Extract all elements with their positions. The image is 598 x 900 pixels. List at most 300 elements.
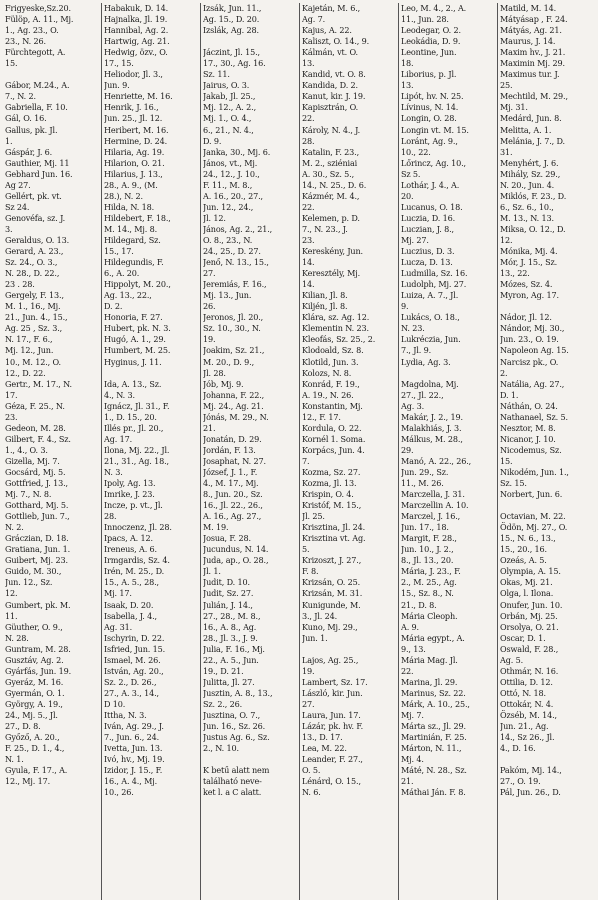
index-entry-line: Luczian, J. 8., bbox=[401, 223, 454, 234]
index-entry-line: 17., 15. bbox=[104, 58, 134, 69]
index-entry-line: Guntram, M. 28. bbox=[5, 643, 71, 654]
index-entry-line: Olympia, A. 15. bbox=[500, 566, 561, 577]
index-entry-line: 1., Ag. 23., O. bbox=[5, 25, 59, 36]
index-entry-line: Géza, F. 25., N. bbox=[5, 400, 65, 411]
index-entry-line: Lázár, pk. hv. F. bbox=[302, 721, 363, 732]
index-entry-line: Mária egypt., A. bbox=[401, 632, 465, 643]
index-entry-line: Keresztély, Mj. bbox=[302, 268, 361, 279]
index-entry-line: Málkus, M. 28., bbox=[401, 433, 463, 444]
index-entry-line: Irmgardis, Sz. 4. bbox=[104, 555, 170, 566]
index-entry-line: 27., D. 8. bbox=[5, 721, 41, 732]
index-entry-line: Henriette, M. 16. bbox=[104, 91, 173, 102]
index-entry-line: 16., A. 4., Mj. bbox=[104, 776, 157, 787]
index-entry-line: Mátyás, Ag. 21. bbox=[500, 25, 562, 36]
index-entry-line: Fürchtegott, A. bbox=[5, 47, 66, 58]
index-entry-line: Ivetta, Jun. 13. bbox=[104, 743, 163, 754]
index-entry-line: Gál, O. 16. bbox=[5, 113, 47, 124]
index-entry-line: Ag 27. bbox=[5, 179, 31, 190]
index-entry-line: Gyermán, O. 1. bbox=[5, 687, 65, 698]
index-entry-line: Jairus, O. 3. bbox=[203, 80, 250, 91]
index-entry-line: Jónás, M. 29., N. bbox=[203, 411, 269, 422]
index-entry-line: Jusztina, O. 7., bbox=[203, 710, 261, 720]
index-entry-line: 25. bbox=[500, 80, 513, 91]
index-entry-line: 17. bbox=[5, 389, 18, 400]
index-entry-line: Gottfried, J. 13., bbox=[5, 478, 68, 489]
index-entry-line: D. 9. bbox=[203, 135, 222, 146]
index-entry-line: Leodegar, O. 2. bbox=[401, 25, 461, 36]
index-entry-line: Mj. 1., O. 4., bbox=[203, 113, 252, 124]
index-entry-line: Kozma, Sz. 27. bbox=[302, 466, 361, 477]
index-entry-line: Kelemen, p. D. bbox=[302, 212, 360, 223]
index-entry-line: Gizella, Mj. 7. bbox=[5, 455, 60, 466]
index-entry-line: Isabella, J. 4., bbox=[104, 610, 157, 621]
index-entry-line: Krizoszt, J. 27., bbox=[302, 555, 362, 566]
index-entry-line: 28. bbox=[104, 511, 117, 522]
index-entry-line: Gertr., M. 17., N. bbox=[5, 378, 72, 389]
index-entry-line: 2. bbox=[500, 367, 508, 378]
index-entry-line: 5. bbox=[302, 544, 310, 555]
index-entry-line: Longin vt. M. 15. bbox=[401, 124, 469, 135]
index-entry-line: Hilda, N. 18. bbox=[104, 201, 155, 212]
index-entry-line: 6., Sz. 6., 10., bbox=[500, 201, 554, 212]
index-entry-line: Konstantin, Mj. bbox=[302, 400, 363, 411]
index-entry-line: Jeronos, Jl. 20., bbox=[203, 312, 264, 323]
index-entry-line: Jun. 12., 24., bbox=[203, 201, 254, 212]
index-entry-line: M. 1., 16., Mj. bbox=[5, 301, 61, 312]
index-entry-line: Kapisztrán, O. bbox=[302, 102, 358, 113]
index-entry-line: Orbán, Mj. 25. bbox=[500, 610, 558, 621]
index-entry-line: 15., 17. bbox=[104, 246, 134, 257]
index-entry-line: István, Ag. 20., bbox=[104, 665, 164, 676]
index-entry-line: Lucza, D. 13. bbox=[401, 257, 453, 268]
index-entry-line: 17., 30., Ag. 16. bbox=[203, 58, 266, 69]
index-entry-line: 27., O. 19. bbox=[500, 776, 541, 787]
index-entry-line: Mj. 27. bbox=[401, 234, 429, 245]
index-entry-line: F. 25., D. 1., 4., bbox=[5, 743, 65, 754]
index-entry-line: D. 2. bbox=[104, 301, 123, 312]
index-entry-line: Sz. 11. bbox=[203, 69, 230, 80]
index-entry-line: Napoleon Ag. 15. bbox=[500, 345, 569, 356]
index-entry-line: Kuno, Mj. 29., bbox=[302, 621, 358, 632]
index-entry-line: Kristóf, M. 15., bbox=[302, 500, 362, 511]
index-entry-line: 8., Jun. 20., Sz. bbox=[203, 489, 263, 500]
index-entry-line: Ischyrin, D. 22. bbox=[104, 632, 165, 643]
index-entry-line: Ittha, N. 3. bbox=[104, 710, 147, 720]
index-entry-line: Ag. 31. bbox=[104, 621, 132, 632]
index-entry-line: Klára, sz. Ag. 12. bbox=[302, 312, 370, 323]
index-entry-line: Ottokár, N. 4. bbox=[500, 698, 554, 709]
index-entry-line: Hedwig, özv., O. bbox=[104, 47, 168, 58]
index-entry-line: János, Ag. 2., 21., bbox=[203, 223, 273, 234]
index-entry-line: Jucundus, N. 14. bbox=[203, 544, 269, 555]
index-entry-line: Kunigunde, M. bbox=[302, 599, 361, 610]
index-entry-line: Josua, F. 28. bbox=[203, 533, 251, 544]
index-entry-line: Sz. 15. bbox=[500, 478, 527, 489]
index-entry-line: Kozma, Jl. 13. bbox=[302, 478, 357, 489]
index-entry-line: 3. bbox=[5, 223, 13, 234]
index-entry-line: Maxim hv., J. 21. bbox=[500, 47, 566, 58]
index-entry-line: 12., D. 22. bbox=[5, 367, 46, 378]
index-column bbox=[399, 3, 498, 900]
index-entry-line: Othmár, N. 16. bbox=[500, 665, 559, 676]
index-entry-line: Korpács, Jun. 4. bbox=[302, 444, 365, 455]
index-entry-line: Gallus, pk. Jl. bbox=[5, 124, 58, 135]
index-entry-line bbox=[500, 301, 596, 312]
index-entry-line: Jun. 12., Sz. bbox=[5, 577, 53, 588]
index-entry-line: Luczia, D. 16. bbox=[401, 212, 456, 223]
index-entry-line: Hugó, A. 1., 29. bbox=[104, 334, 166, 345]
index-entry-line: Guibert, Mj. 23. bbox=[5, 555, 68, 566]
index-entry-line: Justus Ag. 6., Sz. bbox=[203, 732, 270, 743]
index-entry-line: Lucanus, O. 18. bbox=[401, 201, 463, 212]
index-entry-line: 7., N. 23., J. bbox=[302, 223, 348, 234]
index-entry-line: Jun. 16., Sz. 26. bbox=[203, 721, 266, 732]
index-entry-line: 1. bbox=[5, 135, 13, 146]
index-entry-line: Ödön, Mj. 27., O. bbox=[500, 522, 568, 533]
index-entry-line: Ludolph, Mj. 27. bbox=[401, 279, 467, 290]
index-entry-line: Gabriella, F. 10. bbox=[5, 102, 68, 113]
index-entry-line: Maximus tur. J. bbox=[500, 69, 560, 80]
index-column bbox=[300, 3, 399, 900]
index-entry-line: Laura, Jun. 17. bbox=[302, 710, 361, 720]
index-entry-line: ket l. a C alatt. bbox=[203, 787, 262, 798]
index-entry-line: 10., 26. bbox=[104, 787, 134, 798]
index-entry-line: Krisztina, Jl. 24. bbox=[302, 522, 366, 533]
index-entry-line: Pakóm, Mj. 14., bbox=[500, 765, 562, 776]
index-entry-line: Kleofás, Sz. 25., 2. bbox=[302, 334, 376, 345]
index-entry-line: Ag. 5. bbox=[500, 654, 523, 665]
index-entry-line: 9. bbox=[401, 301, 409, 312]
index-entry-line: Luczius, D. 3. bbox=[401, 246, 455, 257]
index-entry-line: 3., Jl. 24. bbox=[302, 610, 338, 621]
index-entry-line: Ipacs, A. 12. bbox=[104, 533, 153, 544]
index-entry-line: A. 16., Ag. 27., bbox=[203, 511, 262, 522]
index-entry-line: Hartwig, Ag. 21. bbox=[104, 36, 170, 47]
index-entry-line: Hajnalka, Jl. 19. bbox=[104, 14, 168, 25]
index-entry-line: Jun. 17., 18. bbox=[401, 522, 449, 533]
index-entry-line: Magdolna, Mj. bbox=[401, 378, 459, 389]
index-entry-line: Mj. 17. bbox=[104, 588, 132, 599]
index-entry-line: Kálmán, vt. O. bbox=[302, 47, 358, 58]
index-entry-line: Mechtild, M. 29., bbox=[500, 91, 568, 102]
index-entry-line: Klodoald, Sz. 8. bbox=[302, 345, 364, 356]
index-entry-line: 21. bbox=[203, 422, 216, 433]
index-entry-line: 24., 12., J. 10., bbox=[203, 168, 260, 179]
index-entry-line: Habakuk, D. 14. bbox=[104, 3, 169, 13]
index-entry-line: Leokádia, D. 9. bbox=[401, 36, 461, 47]
index-entry-line: János, vt., Mj. bbox=[203, 157, 258, 168]
index-entry-line: 22. bbox=[302, 113, 315, 124]
index-entry-line: József, J. 1., F. bbox=[203, 466, 258, 477]
index-entry-line bbox=[500, 500, 596, 511]
index-entry-line: Kandid, vt. O. 8. bbox=[302, 69, 366, 80]
index-entry-line: Kaliszt, O. 14., 9. bbox=[302, 36, 370, 47]
index-entry-line: Gráczian, D. 18. bbox=[5, 533, 69, 544]
index-entry-line: Maurus, J. 14. bbox=[500, 36, 556, 47]
index-entry-line: Marczella, J. 31. bbox=[401, 489, 465, 500]
index-entry-line: Gábor, M.24., A. bbox=[5, 80, 70, 91]
index-entry-line: Ag. 15., D. 20. bbox=[203, 14, 260, 25]
index-entry-line: Julitta, Jl. 27. bbox=[203, 676, 255, 687]
index-entry-line: 7., Jun. 6., 24. bbox=[104, 732, 160, 743]
index-entry-line: N. 23. bbox=[401, 323, 425, 334]
index-entry-line: Marinus, Sz. 22. bbox=[401, 687, 466, 698]
index-entry-line: 18. bbox=[401, 58, 414, 69]
index-entry-line: Hilaria, Ag. 19. bbox=[104, 146, 165, 157]
index-entry-line: Ipoly, Ag. 13. bbox=[104, 478, 156, 489]
index-entry-line: D. 1. bbox=[500, 389, 519, 400]
index-entry-line: 4., N. 3. bbox=[104, 389, 135, 400]
index-entry-line: Jun. 21., Ag. bbox=[500, 721, 549, 732]
index-entry-line: György, A. 19., bbox=[5, 698, 63, 709]
index-entry-line: 6., A. 20. bbox=[104, 268, 140, 279]
index-entry-line: Leander, F. 27., bbox=[302, 754, 363, 765]
index-entry-line: Margit, F. 28., bbox=[401, 533, 457, 544]
index-entry-line: 13., 22. bbox=[500, 268, 530, 279]
index-column bbox=[498, 3, 597, 900]
index-entry-line: N. 17., F. 6., bbox=[5, 334, 53, 345]
index-entry-line: Kiljén, Jl. 8. bbox=[302, 301, 348, 312]
index-entry-line: Martinián, F. 25. bbox=[401, 732, 467, 743]
index-entry-line: Miklós, F. 23., D. bbox=[500, 190, 567, 201]
index-entry-line bbox=[5, 69, 100, 80]
index-column bbox=[102, 3, 201, 900]
index-entry-line: Izidor, J. 15., F. bbox=[104, 765, 163, 776]
index-entry-line: 1., D. 15., 20. bbox=[104, 411, 157, 422]
index-entry-line: 2., N. 10. bbox=[203, 743, 239, 754]
index-entry-line: 14., Sz 26., Jl. bbox=[500, 732, 555, 743]
index-entry-line: F. 8. bbox=[302, 566, 319, 577]
index-entry-line: 28., Jl. 3., J. 9. bbox=[203, 632, 258, 643]
index-entry-line: Gebhard Jun. 16. bbox=[5, 168, 73, 179]
index-entry-line: Győző, A. 20., bbox=[5, 732, 60, 743]
index-entry-line: Gusztáv, Ag. 2. bbox=[5, 654, 64, 665]
index-entry-line: Máthai Ján. F. 8. bbox=[401, 787, 466, 798]
index-entry-line: Luiza, A. 7., Jl. bbox=[401, 290, 459, 301]
index-entry-line: Katalin, F. 23., bbox=[302, 146, 360, 157]
index-entry-line: Irén, M. 25., D. bbox=[104, 566, 165, 577]
index-entry-line: Ottó, N. 18. bbox=[500, 687, 546, 698]
index-entry-line: Heliodor, Jl. 3., bbox=[104, 69, 163, 80]
index-entry-line: Fülöp, A. 11., Mj. bbox=[5, 14, 74, 25]
index-entry-line: Ag. 25 , Sz. 3., bbox=[5, 323, 63, 334]
index-entry-line: Lothár, J. 4., A. bbox=[401, 179, 460, 190]
index-entry-line: Ludmilla, Sz. 16. bbox=[401, 268, 468, 279]
index-entry-line: Mj. 12., A. 2., bbox=[203, 102, 256, 113]
index-entry-line: D 10. bbox=[104, 698, 126, 709]
index-entry-line: Mj. 12., Jun. bbox=[5, 345, 54, 356]
index-entry-line: Liborius, p. Jl. bbox=[401, 69, 457, 80]
index-entry-line: 12., F. 17. bbox=[302, 411, 341, 422]
index-entry-line: A. 16., 20., 27., bbox=[203, 190, 263, 201]
index-entry-line: Özséb, M. 14., bbox=[500, 710, 557, 720]
index-entry-line: 15., Sz. 8., N. bbox=[401, 588, 454, 599]
index-entry-line: Gedeon, M. 28. bbox=[5, 422, 66, 433]
index-entry-line: Hildegundis, F. bbox=[104, 257, 164, 268]
index-entry-line: Mj. 13., Jun. bbox=[203, 290, 252, 301]
index-entry-line: Márta sz., Jl. 29. bbox=[401, 721, 466, 732]
index-entry-line: N. 3. bbox=[104, 466, 123, 477]
index-entry-line: Ag. 13., 22., bbox=[104, 290, 152, 301]
index-entry-line: Gergely, F. 13., bbox=[5, 290, 64, 301]
index-entry-line: Krisztina vt. Ag. bbox=[302, 533, 366, 544]
index-entry-line: 29. bbox=[401, 444, 414, 455]
index-entry-line: Loránt, Ag. 9., bbox=[401, 135, 458, 146]
index-entry-line: 31. bbox=[500, 146, 513, 157]
index-entry-line: Kanut, kir. J. 19. bbox=[302, 91, 366, 102]
index-entry-line: Hermine, D. 24. bbox=[104, 135, 168, 146]
index-entry-line: Lukács, O. 18., bbox=[401, 312, 460, 323]
index-entry-line: Pál, Jun. 26., D. bbox=[500, 787, 561, 798]
index-entry-line: Mj. 7. bbox=[401, 710, 424, 720]
index-entry-line: 13. bbox=[401, 80, 414, 91]
index-entry-line: Judit, D. 10. bbox=[203, 577, 250, 588]
index-entry-line: László, kir. Jun. bbox=[302, 687, 363, 698]
index-entry-line: 27., 28., M. 8., bbox=[203, 610, 261, 621]
index-entry-line: Mór, J. 15., Sz. bbox=[500, 257, 558, 268]
index-entry-line: Gyárfás, Jun. 19. bbox=[5, 665, 71, 676]
index-entry-line: Jakab, Jl. 25., bbox=[203, 91, 256, 102]
index-entry-line: Honoria, F. 27. bbox=[104, 312, 163, 323]
index-entry-line: Menyhért, J. 6. bbox=[500, 157, 559, 168]
index-entry-line: 7. bbox=[302, 455, 310, 466]
index-entry-line: Leo, M. 4., 2., A. bbox=[401, 3, 467, 13]
index-entry-line: Norbert, Jun. 6. bbox=[500, 489, 563, 500]
index-entry-line: 1., 4., O. 3. bbox=[5, 444, 48, 455]
index-entry-line: Melitta, A. 1. bbox=[500, 124, 552, 135]
index-entry-line: Makár, J. 2., 19. bbox=[401, 411, 463, 422]
index-entry-line: Henrik, J. 16., bbox=[104, 102, 159, 113]
index-entry-line: Melánia, J. 7., D. bbox=[500, 135, 565, 146]
index-entry-line: 7., N. 2. bbox=[5, 91, 36, 102]
index-entry-line: Jáczint, Jl. 15., bbox=[203, 47, 260, 58]
index-entry-line: Konrád, F. 19., bbox=[302, 378, 360, 389]
index-entry-line: Juda, ap., O. 28., bbox=[203, 555, 269, 566]
index-entry-line: Nesztor, M. 8. bbox=[500, 422, 556, 433]
index-entry-line: 21., D. 8. bbox=[401, 599, 437, 610]
index-entry-line: N. 2. bbox=[5, 522, 24, 533]
index-entry-line: 28.), N. 2. bbox=[104, 190, 143, 201]
index-entry-line: 28. bbox=[302, 135, 315, 146]
index-entry-line: Gerard, A. 23., bbox=[5, 246, 64, 257]
index-entry-line: K betű alatt nem bbox=[203, 765, 270, 776]
index-entry-line: 27., Jl. 22., bbox=[401, 389, 444, 400]
index-entry-line: 26. bbox=[203, 301, 216, 312]
index-entry-line: Jun. 25., Jl. 12. bbox=[104, 113, 163, 124]
index-entry-line: Illés pr., Jl. 20., bbox=[104, 422, 164, 433]
index-entry-line: Krizsán, M. 31. bbox=[302, 588, 363, 599]
index-entry-line bbox=[302, 644, 397, 655]
index-entry-line: Márk, A. 10., 25., bbox=[401, 698, 470, 709]
index-entry-line: Mária, J. 23., F. bbox=[401, 566, 461, 577]
index-entry-line: Maximin Mj. 29. bbox=[500, 58, 565, 69]
index-entry-line: N. 28. bbox=[5, 632, 29, 643]
index-entry-line: Johanna, F. 22., bbox=[203, 389, 265, 400]
index-entry-line: Gotthard, Mj. 5. bbox=[5, 500, 69, 511]
index-entry-line: Ozeás, A. 5. bbox=[500, 555, 547, 566]
index-entry-line: Lívinus, N. 14. bbox=[401, 102, 459, 113]
index-entry-line: Mihály, Sz. 29., bbox=[500, 168, 561, 179]
index-column bbox=[201, 3, 300, 900]
index-entry-line: Krizsán, O. 25. bbox=[302, 577, 361, 588]
index-entry-line: Hilarion, O. 21. bbox=[104, 157, 165, 168]
index-entry-line: Mónika, Mj. 4. bbox=[500, 246, 558, 257]
index-entry-line: Kolozs, N. 8. bbox=[302, 367, 352, 378]
index-entry-line: 15., N. 6., 13., bbox=[500, 533, 556, 544]
index-entry-line: Sz. 10., 30., N. bbox=[203, 323, 261, 334]
index-entry-line: Lea, M. 22. bbox=[302, 743, 347, 754]
index-entry-line: 21. bbox=[401, 776, 414, 787]
index-entry-line: Olga, l. Ilona. bbox=[500, 588, 554, 599]
index-entry-line: Jonatán, D. 29. bbox=[203, 433, 262, 444]
index-entry-line: 10., M. 12., O. bbox=[5, 356, 61, 367]
index-entry-line: 11., M. 26. bbox=[401, 478, 444, 489]
index-entry-line: 4., D. 16. bbox=[500, 743, 536, 754]
index-entry-line: Julián, J. 14., bbox=[203, 599, 253, 610]
index-entry-line: Gellért, pk. vt. bbox=[5, 190, 62, 201]
index-entry-line: Sz. 2., D. 26., bbox=[104, 676, 157, 687]
index-entry-line: 13. bbox=[302, 58, 315, 69]
index-entry-line: Márton, N. 11., bbox=[401, 743, 462, 754]
index-entry-line: Lukréczia, Jun. bbox=[401, 334, 461, 345]
index-entry-line: Manó, A. 22., 26., bbox=[401, 455, 472, 466]
index-entry-line: 11., Jun. 28. bbox=[401, 14, 449, 25]
index-entry-line: 16., A. 8., Ag. bbox=[203, 621, 257, 632]
index-entry-line: Geraldus, O. 13. bbox=[5, 234, 70, 245]
index-entry-line: 11. bbox=[5, 610, 18, 621]
index-entry-line: Kandida, D. 2. bbox=[302, 80, 358, 91]
index-entry-line: Okas, Mj. 21. bbox=[500, 577, 553, 588]
index-entry-line: Ireneus, A. 6. bbox=[104, 544, 157, 555]
index-entry-line: 15. bbox=[5, 58, 18, 69]
index-entry-line: 23. bbox=[5, 411, 18, 422]
index-entry-line: Onufer, Jun. 10. bbox=[500, 599, 563, 610]
index-entry-line: A. 19., N. 26. bbox=[302, 389, 354, 400]
index-entry-line: 19. bbox=[302, 665, 315, 676]
index-entry-line: Jun. 9. bbox=[104, 80, 130, 91]
index-entry-line: 15., A. 5., 28., bbox=[104, 577, 159, 588]
index-entry-line: Izslák, Ag. 28. bbox=[203, 25, 259, 36]
index-entry-line: Miksa, O. 12., D. bbox=[500, 223, 566, 234]
index-entry-line: M. 13., N. 13. bbox=[500, 212, 554, 223]
index-entry-line: Ivó, hv., Mj. 19. bbox=[104, 754, 165, 765]
index-entry-line: F. 11., M. 8., bbox=[203, 179, 253, 190]
index-entry-line: Nándor, Mj. 30., bbox=[500, 323, 565, 334]
index-entry-line: Hyginus, J. 11. bbox=[104, 356, 162, 367]
index-entry-line: Oscar, D. 1. bbox=[500, 632, 546, 643]
index-entry-line: Kornél 1. Soma. bbox=[302, 433, 366, 444]
index-entry-line: Lénárd, O. 15., bbox=[302, 776, 361, 787]
index-entry-line: Genovéfa, sz. J. bbox=[5, 212, 66, 223]
index-entry-line: Jl. 1. bbox=[203, 566, 221, 577]
index-entry-line: 7., Jl. 9. bbox=[401, 345, 432, 356]
index-entry-line: 14. bbox=[302, 279, 315, 290]
index-entry-line: Kordula, O. 22. bbox=[302, 422, 362, 433]
index-entry-line: Frigyeske,Sz.20. bbox=[5, 3, 71, 13]
index-entry-line: Marczel, J. 16., bbox=[401, 511, 461, 522]
index-entry-line: 23 . 28. bbox=[5, 279, 35, 290]
index-entry-line: Leontine, Jun. bbox=[401, 47, 457, 58]
index-entry-line: A. 30., Sz. 5., bbox=[302, 168, 355, 179]
index-entry-line: Hildegard, Sz. bbox=[104, 234, 161, 245]
index-entry-line: Marczellin A. 10. bbox=[401, 500, 469, 511]
index-entry-line: Sz 5. bbox=[401, 168, 421, 179]
index-entry-line: Nikodém, Jun. 1., bbox=[500, 466, 569, 477]
index-entry-line: M. 19. bbox=[203, 522, 229, 533]
index-entry-line: Ag. 17. bbox=[104, 433, 132, 444]
index-entry-line: Ilona, Mj. 22., Jl. bbox=[104, 444, 170, 455]
index-entry-line: Lajos, Ag. 25., bbox=[302, 654, 359, 665]
